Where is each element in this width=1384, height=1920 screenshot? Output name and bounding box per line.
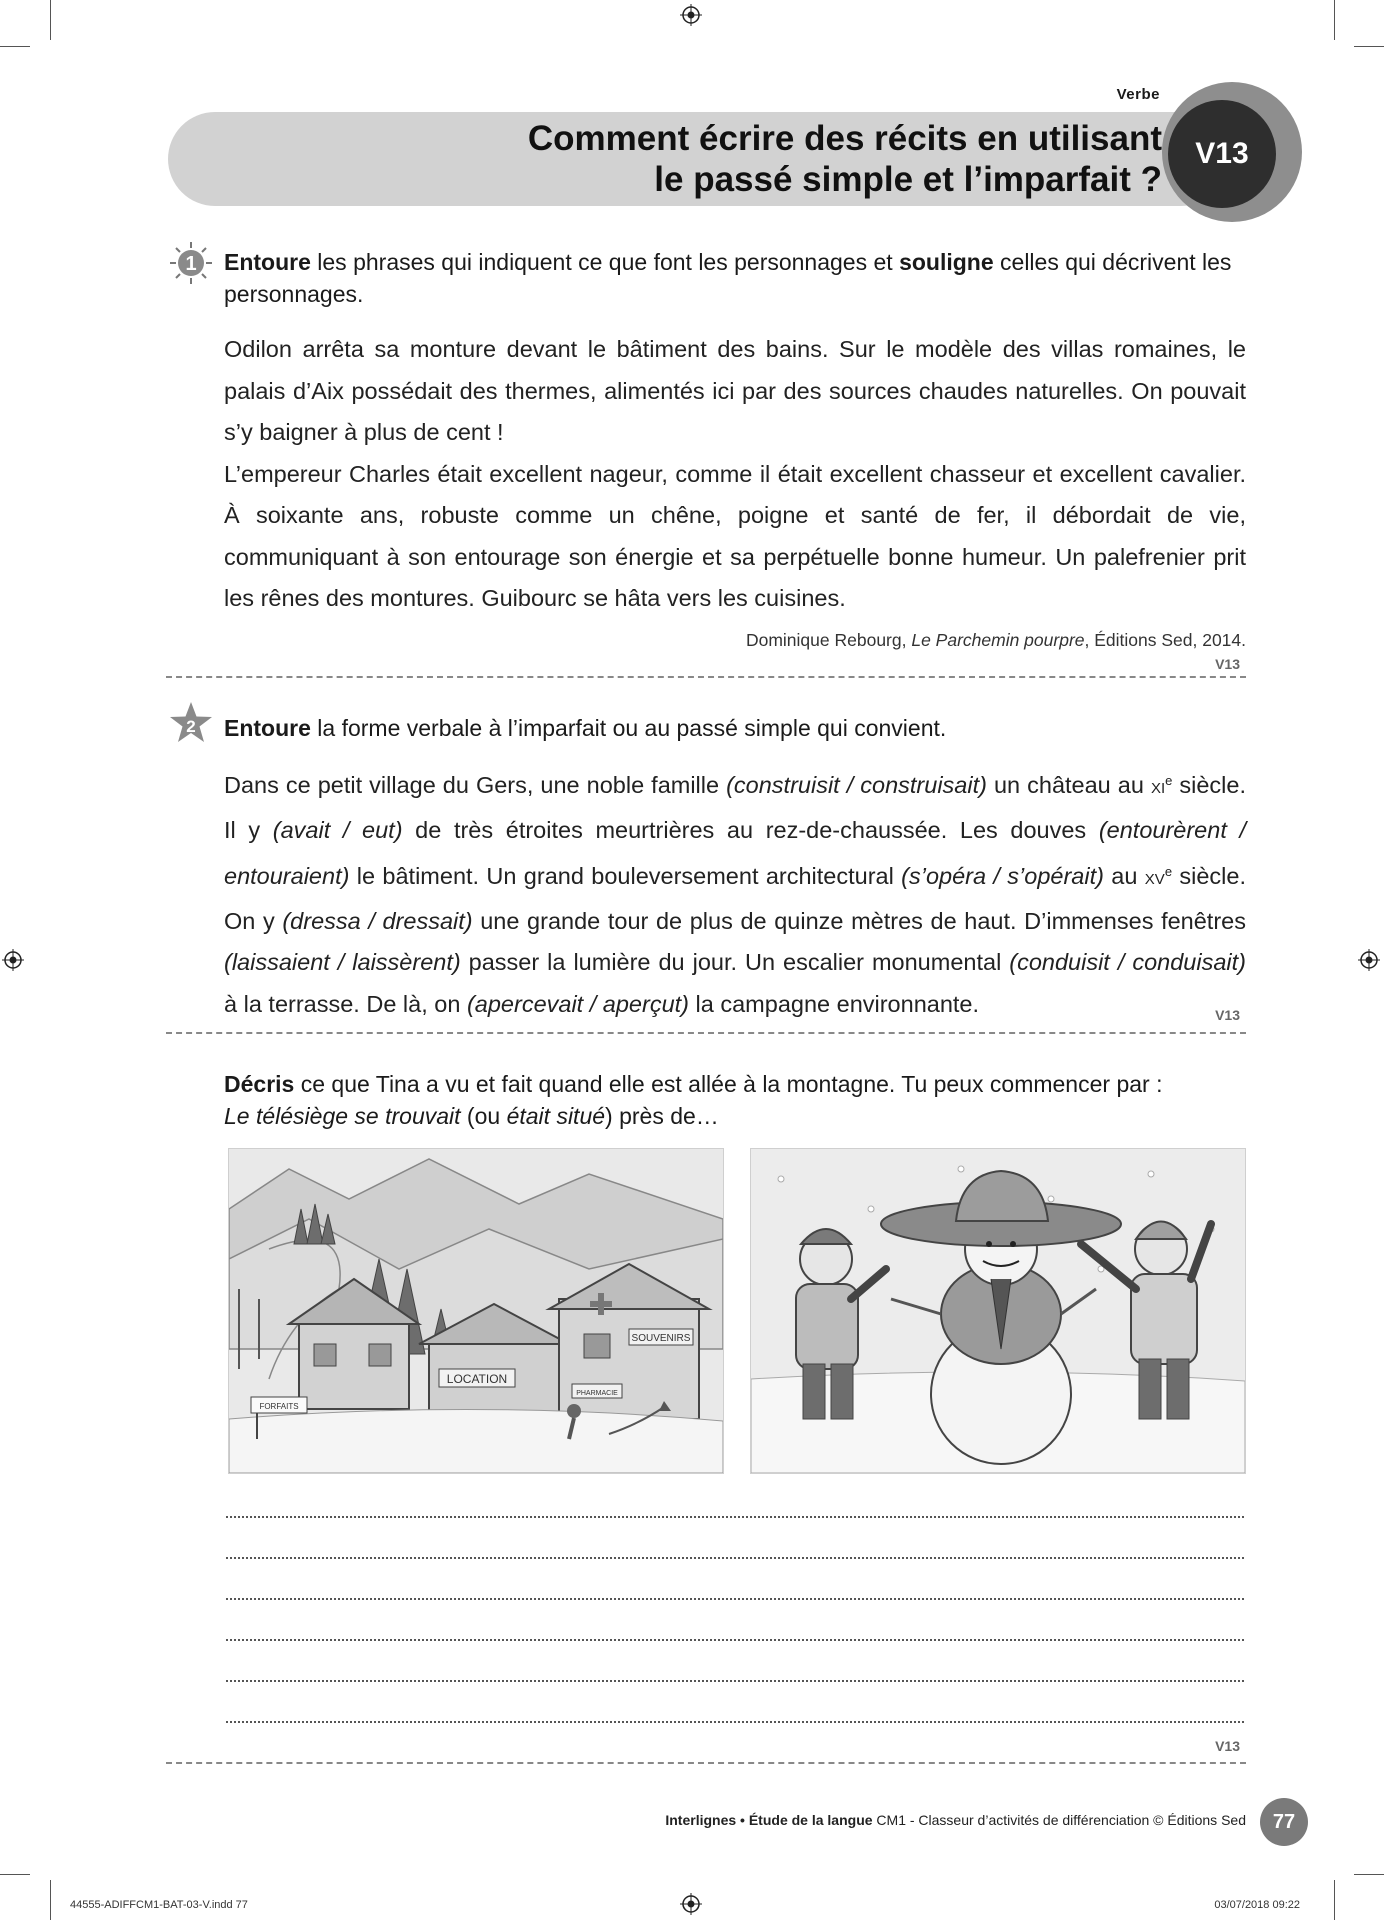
exercise-2-instruction (224, 712, 1244, 744)
writing-line[interactable] (226, 1557, 1244, 1559)
footer-credit (560, 1812, 1246, 1828)
exercise-1-instruction (224, 246, 1244, 310)
source-author: Dominique Rebourg, (745, 630, 912, 650)
snowman-illustration (750, 1148, 1246, 1474)
source-publisher: , Éditions Sed, 2014. (1084, 630, 1246, 650)
sign-pharmacie: PHARMACIE (576, 1390, 618, 1397)
section-label: Verbe (1116, 86, 1160, 103)
century-numeral: XV (1144, 871, 1165, 888)
page-title-line-2: le passé simple et l’imparfait ? (654, 160, 1162, 199)
century-numeral: XI (1150, 780, 1166, 797)
sign-souvenirs: SOUVENIRS (631, 1333, 691, 1344)
registration-mark-icon (680, 4, 702, 26)
code-badge: V13 (1168, 100, 1276, 208)
crop-mark (1334, 0, 1335, 40)
exercise-code: V13 (1215, 656, 1240, 672)
passage-paragraph: Dans ce petit village du Gers, une noble famille (construisit / construisait) un château au XIe siècle. Il y (avait / eut) de très étroites meurtrières au rez-de-chaussée. Les douves (entourèrent / entouraient) le bâtiment. Un grand bouleversement architectural (s’opéra / s’opérait) au XVe siècle. On y (dressa / dressait) une grande tour de plus de quinze mètres de haut. D’immenses fenêtres (laissaient / laissèrent) passer la lumière du jour. Un escalier monumental (conduisit / conduisait) à la terrasse. De là, on (apercevait / aperçut) la campagne environnante. (224, 772, 1247, 1017)
instruction-text: ce que Tina a vu et fait quand elle est allée à la montagne. Tu peux commencer par : (294, 1071, 1163, 1097)
print-slug-file: 44555-ADIFFCM1-BAT-03-V.indd 77 (70, 1899, 248, 1911)
crop-mark (1354, 46, 1384, 47)
dashed-separator (166, 1032, 1246, 1034)
passage-source (600, 630, 1246, 651)
crop-mark (0, 46, 30, 47)
exercise-number: 2 (186, 717, 196, 736)
crop-mark (0, 1874, 30, 1875)
exercise-code: V13 (1215, 1007, 1240, 1023)
moon-difficulty-icon (166, 1058, 212, 1104)
page-title (300, 118, 1162, 200)
verb-choice[interactable]: (apercevait / aperçut) (466, 990, 689, 1017)
sign-location: LOCATION (446, 1372, 508, 1386)
registration-mark-icon (2, 949, 24, 971)
verb-choice[interactable]: (dressa / dressait) (282, 907, 473, 934)
dashed-separator (166, 1762, 1246, 1764)
instruction-text: la forme verbale à l’imparfait ou au passé simple qui convient. (310, 715, 947, 741)
print-slug-date: 03/07/2018 09:22 (1214, 1899, 1300, 1911)
writing-line[interactable] (226, 1721, 1244, 1723)
crop-mark (1334, 1880, 1335, 1920)
instruction-text: celles qui décrivent les personnages. (224, 249, 1232, 307)
instruction-text: les phrases qui indiquent ce que font les personnages et (310, 249, 900, 275)
writing-line[interactable] (226, 1516, 1244, 1518)
sun-difficulty-icon (168, 240, 214, 286)
writing-line[interactable] (226, 1680, 1244, 1682)
verb-choice[interactable]: (conduisit / conduisait) (1009, 949, 1246, 975)
exercise-1-passage (224, 329, 1246, 620)
verb-choice[interactable]: (s’opéra / s’opérait) (901, 863, 1104, 889)
passage-paragraph: Odilon arrêta sa monture devant le bâtiment des bains. Sur le modèle des villas romaines, le palais d’Aix possédait des thermes, alimentés ici par des sources chaudes naturelles. On pouvait s’y baigner à plus de cent ! (224, 336, 1246, 445)
exercise-code: V13 (1215, 1738, 1240, 1754)
exercise-3-instruction (224, 1068, 1244, 1132)
sign-forfaits: FORFAITS (259, 1402, 299, 1411)
passage-paragraph: L’empereur Charles était excellent nageur, comme il était excellent chasseur et excellent cavalier. À soixante ans, robuste comme un chêne, poigne et santé de fer, il débordait de vie, communiquant à son entourage son énergie et sa perpétuelle bonne humeur. Un palefrenier prit les rênes des montures. Guibourc se hâta vers les cuisines. (224, 460, 1246, 611)
star-difficulty-icon (168, 700, 214, 746)
dashed-separator (166, 676, 1246, 678)
crop-mark (50, 0, 51, 40)
sentence-starter: Le télésiège se trouvait (ou était situé) près de… (224, 1103, 719, 1129)
footer-text: CM1 - Classeur d’activités de différenciation © Éditions Sed (872, 1812, 1246, 1828)
registration-mark-icon (1358, 949, 1380, 971)
exercise-2-passage (224, 760, 1246, 1025)
footer-series: • Étude de la langue (736, 1812, 873, 1828)
page-title-line-1: Comment écrire des récits en utilisant (527, 119, 1162, 158)
writing-line[interactable] (226, 1598, 1244, 1600)
exercise-number: 3 (178, 1075, 188, 1092)
instruction-verb: souligne (899, 249, 994, 275)
page-number: 77 (1260, 1798, 1308, 1846)
crop-mark (1354, 1874, 1384, 1875)
source-title: Le Parchemin pourpre (911, 630, 1085, 650)
verb-choice[interactable]: (construisit / construisait) (726, 772, 987, 798)
instruction-verb: Entoure (224, 715, 311, 741)
verb-choice[interactable]: (entourèrent / entouraient) (224, 816, 1247, 889)
exercise-number: 1 (185, 253, 197, 275)
ski-resort-illustration (228, 1148, 724, 1474)
verb-choice[interactable]: (avait / eut) (272, 816, 403, 843)
registration-mark-icon (680, 1893, 702, 1915)
instruction-verb: Décris (224, 1071, 295, 1097)
crop-mark (50, 1880, 51, 1920)
writing-line[interactable] (226, 1639, 1244, 1641)
instruction-verb: Entoure (224, 249, 311, 275)
verb-choice[interactable]: (laissaient / laissèrent) (224, 949, 461, 975)
footer-brand: Interlignes (665, 1812, 737, 1828)
